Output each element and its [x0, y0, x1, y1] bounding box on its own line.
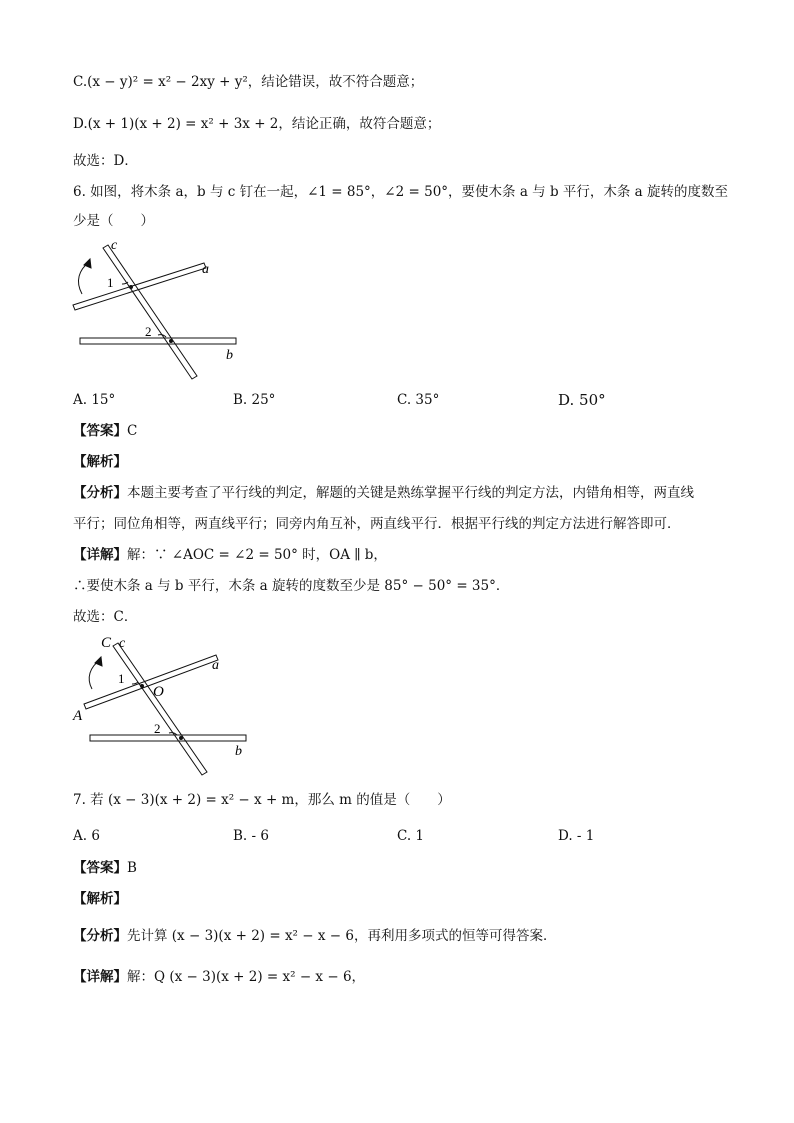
- stick-c: [103, 245, 197, 379]
- label-A: A: [73, 708, 83, 724]
- q6-choose: 故选：C．: [73, 609, 138, 625]
- choose-d: 故选：D．: [73, 153, 138, 169]
- q6-fenxi-line2: 平行；同位角相等，两直线平行；同旁内角互补，两直线平行．根据平行线的判定方法进行解答即可．: [73, 516, 681, 532]
- q7-xiangjie: [73, 967, 365, 987]
- answer-value: B: [127, 860, 137, 876]
- q6-xiangjie-line1: [73, 545, 387, 565]
- q6-option-c: C. 35°: [397, 392, 440, 408]
- xiangjie-text: 解：Q (x − 3)(x + 2) = x² − x − 6，: [127, 969, 366, 985]
- option-c-line: C.(x − y)² = x² − 2xy + y²，结论错误，故不符合题意；: [73, 74, 424, 90]
- label-C: C: [101, 635, 112, 651]
- q7-option-c: C. 1: [397, 828, 425, 844]
- answer-tag: 【答案】: [73, 423, 127, 439]
- label-c: c: [119, 636, 126, 651]
- label-angle-2: 2: [145, 324, 152, 339]
- q6-option-b: B. 25°: [233, 392, 276, 408]
- q7-answer: [73, 858, 137, 878]
- rotation-arrowhead: [95, 657, 102, 666]
- label-b: b: [226, 348, 233, 363]
- answer-value: C: [127, 423, 138, 439]
- label-a: a: [212, 658, 219, 673]
- stick-b: [80, 338, 236, 344]
- q7-fenxi: [73, 926, 556, 946]
- q7-stem: 7. 若 (x − 3)(x + 2) = x² − x + m，那么 m 的值是（ ）: [73, 792, 451, 808]
- q6-analysis-tag: 【解析】: [73, 454, 127, 470]
- q6-stem-line2: 少是（ ）: [73, 213, 154, 229]
- label-c: c: [111, 238, 118, 253]
- fenxi-text: 先计算 (x − 3)(x + 2) = x² − x − 6，再利用多项式的恒等可得答案．: [127, 928, 557, 944]
- q6-option-d: D. 50°: [558, 391, 606, 409]
- q7-option-d: D. - 1: [558, 828, 595, 844]
- q6-fenxi-line1: [73, 483, 694, 503]
- fenxi-text: 本题主要考查了平行线的判定，解题的关键是熟练掌握平行线的判定方法，内错角相等，两直线: [127, 485, 694, 501]
- label-angle-1: 1: [107, 275, 114, 290]
- q6-answer: [73, 421, 137, 441]
- rotation-arrowhead: [84, 259, 91, 268]
- label-a: a: [202, 262, 209, 277]
- label-O: O: [153, 684, 164, 700]
- xiangjie-text: 解：∵ ∠AOC = ∠2 = 50° 时，OA ∥ b，: [127, 547, 387, 563]
- q6-solution-figure: [70, 632, 260, 777]
- stick-c: [113, 643, 207, 775]
- label-angle-2: 2: [154, 721, 161, 736]
- stick-b: [90, 735, 246, 741]
- answer-tag: 【答案】: [73, 860, 127, 876]
- q6-stem-line1: 6. 如图，将木条 a，b 与 c 钉在一起，∠1 = 85°，∠2 = 50°，要使木条 a 与 b 平行，木条 a 旋转的度数至: [73, 184, 729, 200]
- label-angle-1: 1: [118, 671, 125, 686]
- stick-a: [73, 263, 206, 310]
- xiangjie-tag: 【详解】: [73, 969, 127, 985]
- q6-xiangjie-line2: ∴要使木条 a 与 b 平行，木条 a 旋转的度数至少是 85° − 50° = 35°．: [73, 578, 510, 594]
- q7-option-b: B. - 6: [233, 828, 269, 844]
- fenxi-tag: 【分析】: [73, 928, 127, 944]
- q7-option-a: A. 6: [73, 828, 100, 844]
- xiangjie-tag: 【详解】: [73, 547, 127, 563]
- q6-option-a: A. 15°: [73, 392, 116, 408]
- option-d-line: D.(x + 1)(x + 2) = x² + 3x + 2，结论正确，故符合题意；: [73, 116, 441, 132]
- fenxi-tag: 【分析】: [73, 485, 127, 501]
- q7-analysis-tag: 【解析】: [73, 891, 127, 907]
- label-b: b: [235, 744, 242, 759]
- q6-figure: [70, 236, 250, 386]
